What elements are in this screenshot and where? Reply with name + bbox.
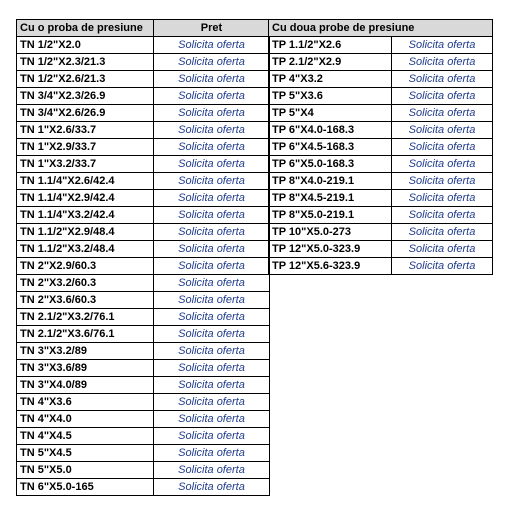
- product-code-cell: TN 1.1/4"X2.6/42.4: [17, 173, 154, 190]
- pressure-test-double-table: [268, 19, 493, 275]
- table-row: [269, 241, 493, 258]
- product-code-cell: TN 1/2"X2.3/21.3: [17, 54, 154, 71]
- product-code-cell: TN 1"X2.6/33.7: [17, 122, 154, 139]
- table-row: [17, 173, 270, 190]
- request-offer-cell: Solicita oferta: [154, 139, 270, 156]
- product-code-cell: TN 2.1/2"X3.2/76.1: [17, 309, 154, 326]
- product-code-cell: TN 1.1/2"X3.2/48.4: [17, 241, 154, 258]
- table-row: [17, 105, 270, 122]
- request-offer-cell: Solicita oferta: [154, 156, 270, 173]
- request-offer-cell: Solicita oferta: [154, 54, 270, 71]
- table-row: [17, 37, 270, 54]
- table-row: [17, 88, 270, 105]
- product-code-cell: TN 2"X3.6/60.3: [17, 292, 154, 309]
- table-row: [17, 122, 270, 139]
- product-code-cell: TN 3/4"X2.6/26.9: [17, 105, 154, 122]
- product-code-cell: TP 2.1/2"X2.9: [269, 54, 392, 71]
- request-offer-cell: Solicita oferta: [392, 241, 493, 258]
- request-offer-cell: Solicita oferta: [154, 241, 270, 258]
- table-row: [17, 275, 270, 292]
- request-offer-cell: Solicita oferta: [154, 190, 270, 207]
- request-offer-cell: Solicita oferta: [154, 207, 270, 224]
- product-code-cell: TP 6"X4.5-168.3: [269, 139, 392, 156]
- table-row: [17, 326, 270, 343]
- table-row: [269, 139, 493, 156]
- request-offer-cell: Solicita oferta: [392, 207, 493, 224]
- product-code-cell: TP 8"X5.0-219.1: [269, 207, 392, 224]
- table-row: [17, 139, 270, 156]
- table-row: [17, 445, 270, 462]
- table-row: [17, 241, 270, 258]
- request-offer-cell: Solicita oferta: [154, 462, 270, 479]
- table-row: [17, 411, 270, 428]
- product-code-cell: TN 4"X4.0: [17, 411, 154, 428]
- request-offer-cell: Solicita oferta: [154, 71, 270, 88]
- product-code-cell: TN 3"X3.6/89: [17, 360, 154, 377]
- table-row: [17, 309, 270, 326]
- product-code-cell: TN 1.1/2"X2.9/48.4: [17, 224, 154, 241]
- table-row: [269, 105, 493, 122]
- product-code-cell: TP 8"X4.0-219.1: [269, 173, 392, 190]
- request-offer-cell: Solicita oferta: [154, 479, 270, 496]
- product-code-cell: TP 6"X4.0-168.3: [269, 122, 392, 139]
- request-offer-cell: Solicita oferta: [154, 275, 270, 292]
- table-row: [17, 207, 270, 224]
- product-code-cell: TN 1"X3.2/33.7: [17, 156, 154, 173]
- product-code-cell: TN 1.1/4"X3.2/42.4: [17, 207, 154, 224]
- request-offer-cell: Solicita oferta: [154, 445, 270, 462]
- request-offer-cell: Solicita oferta: [392, 224, 493, 241]
- product-code-cell: TN 2"X3.2/60.3: [17, 275, 154, 292]
- request-offer-cell: Solicita oferta: [154, 360, 270, 377]
- product-code-cell: TN 6"X5.0-165: [17, 479, 154, 496]
- column-header-product: Cu doua probe de presiune: [269, 20, 493, 37]
- request-offer-cell: Solicita oferta: [392, 105, 493, 122]
- request-offer-cell: Solicita oferta: [392, 190, 493, 207]
- request-offer-cell: Solicita oferta: [392, 122, 493, 139]
- request-offer-cell: Solicita oferta: [154, 411, 270, 428]
- table-row: [269, 224, 493, 241]
- request-offer-cell: Solicita oferta: [154, 258, 270, 275]
- product-code-cell: TP 6"X5.0-168.3: [269, 156, 392, 173]
- request-offer-cell: Solicita oferta: [154, 224, 270, 241]
- request-offer-cell: Solicita oferta: [392, 54, 493, 71]
- product-code-cell: TN 5"X4.5: [17, 445, 154, 462]
- product-code-cell: TN 1/2"X2.0: [17, 37, 154, 54]
- table-row: [269, 258, 493, 275]
- product-code-cell: TN 3"X3.2/89: [17, 343, 154, 360]
- request-offer-cell: Solicita oferta: [154, 343, 270, 360]
- product-code-cell: TP 1.1/2"X2.6: [269, 37, 392, 54]
- table-row: [269, 173, 493, 190]
- table-header-row: [17, 20, 270, 37]
- table-row: [269, 88, 493, 105]
- product-code-cell: TN 3"X4.0/89: [17, 377, 154, 394]
- product-code-cell: TP 12"X5.6-323.9: [269, 258, 392, 275]
- request-offer-cell: Solicita oferta: [154, 377, 270, 394]
- request-offer-cell: Solicita oferta: [154, 326, 270, 343]
- product-code-cell: TN 1"X2.9/33.7: [17, 139, 154, 156]
- request-offer-cell: Solicita oferta: [154, 428, 270, 445]
- request-offer-cell: Solicita oferta: [154, 173, 270, 190]
- product-code-cell: TN 4"X4.5: [17, 428, 154, 445]
- product-code-cell: TN 1.1/4"X2.9/42.4: [17, 190, 154, 207]
- request-offer-cell: Solicita oferta: [392, 37, 493, 54]
- product-code-cell: TP 5"X4: [269, 105, 392, 122]
- product-code-cell: TN 2"X2.9/60.3: [17, 258, 154, 275]
- table-row: [269, 71, 493, 88]
- product-code-cell: TP 4"X3.2: [269, 71, 392, 88]
- table-row: [269, 190, 493, 207]
- request-offer-cell: Solicita oferta: [392, 139, 493, 156]
- table-row: [269, 37, 493, 54]
- column-header-price: Pret: [154, 20, 270, 37]
- table-row: [17, 428, 270, 445]
- request-offer-cell: Solicita oferta: [392, 71, 493, 88]
- request-offer-cell: Solicita oferta: [154, 394, 270, 411]
- table-row: [17, 394, 270, 411]
- request-offer-cell: Solicita oferta: [154, 105, 270, 122]
- column-header-product: Cu o proba de presiune: [17, 20, 154, 37]
- table-row: [17, 462, 270, 479]
- table-row: [269, 54, 493, 71]
- table-row: [269, 207, 493, 224]
- product-code-cell: TN 4"X3.6: [17, 394, 154, 411]
- request-offer-cell: Solicita oferta: [154, 37, 270, 54]
- product-code-cell: TN 5"X5.0: [17, 462, 154, 479]
- table-row: [17, 54, 270, 71]
- request-offer-cell: Solicita oferta: [154, 88, 270, 105]
- product-code-cell: TP 8"X4.5-219.1: [269, 190, 392, 207]
- product-code-cell: TP 10"X5.0-273: [269, 224, 392, 241]
- request-offer-cell: Solicita oferta: [392, 88, 493, 105]
- table-row: [17, 156, 270, 173]
- table-row: [17, 71, 270, 88]
- table-row: [17, 343, 270, 360]
- request-offer-cell: Solicita oferta: [154, 292, 270, 309]
- table-row: [17, 360, 270, 377]
- table-row: [17, 479, 270, 496]
- table-row: [17, 224, 270, 241]
- request-offer-cell: Solicita oferta: [154, 122, 270, 139]
- request-offer-cell: Solicita oferta: [154, 309, 270, 326]
- table-row: [17, 292, 270, 309]
- request-offer-cell: Solicita oferta: [392, 258, 493, 275]
- request-offer-cell: Solicita oferta: [392, 156, 493, 173]
- product-code-cell: TN 3/4"X2.3/26.9: [17, 88, 154, 105]
- request-offer-cell: Solicita oferta: [392, 173, 493, 190]
- table-row: [17, 258, 270, 275]
- table-row: [269, 156, 493, 173]
- table-row: [17, 190, 270, 207]
- product-code-cell: TP 12"X5.0-323.9: [269, 241, 392, 258]
- table-row: [17, 377, 270, 394]
- table-row: [269, 122, 493, 139]
- product-code-cell: TN 1/2"X2.6/21.3: [17, 71, 154, 88]
- product-code-cell: TN 2.1/2"X3.6/76.1: [17, 326, 154, 343]
- table-header-row: [269, 20, 493, 37]
- pressure-test-single-table: [16, 19, 270, 496]
- product-code-cell: TP 5"X3.6: [269, 88, 392, 105]
